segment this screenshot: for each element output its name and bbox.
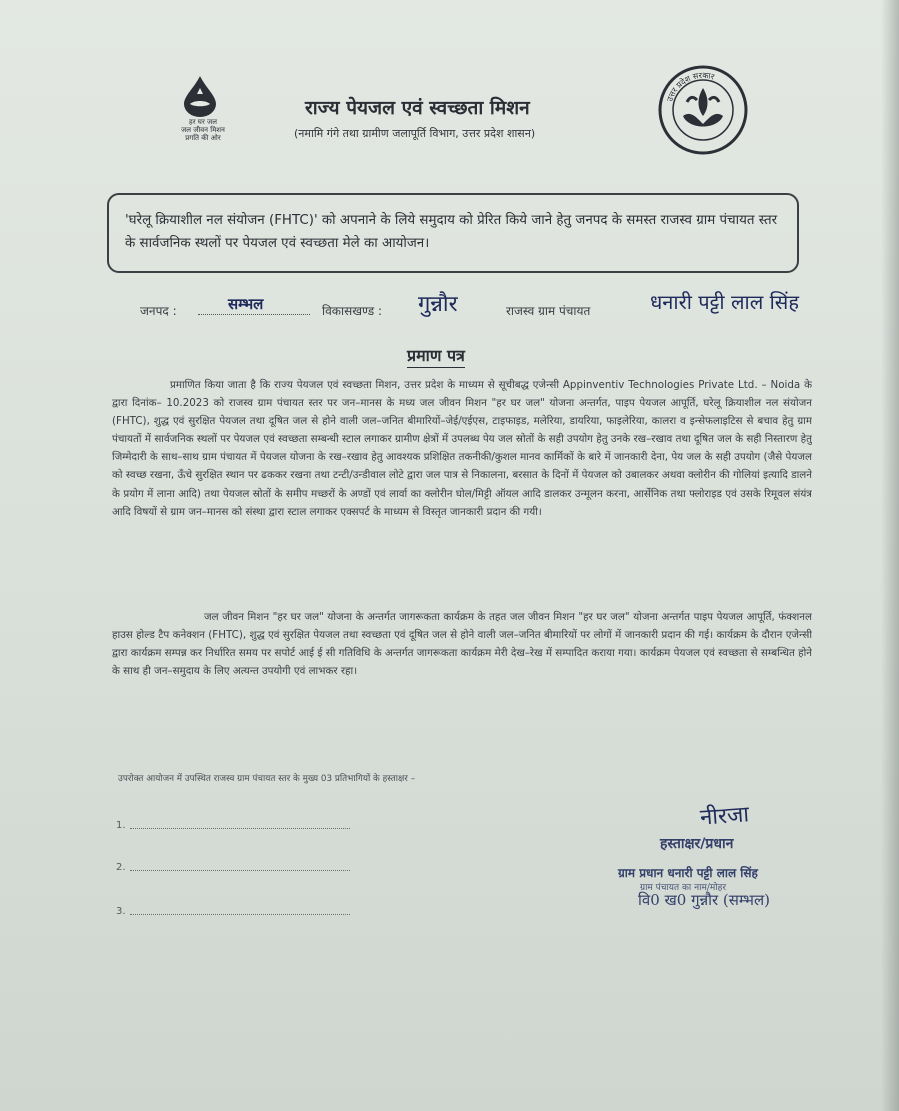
stamp-line-3: ग्राम पंचायत का नाम/मोहर (640, 883, 727, 893)
location-fields (0, 290, 899, 330)
page-subtitle: (नमामि गंगे तथा ग्रामीण जलापूर्ति विभाग, उत्तर प्रदेश शासन) (294, 127, 536, 140)
stamp-line-2: ग्राम प्रधान धनारी पट्टी लाल सिंह (618, 866, 758, 880)
participants-signature-intro: उपरोक्त आयोजन में उपस्थित राजस्व ग्राम पंचायत स्तर के मुख्य 03 प्रतिभागियों के हस्ताक्षर – (118, 774, 416, 784)
district-label: जनपद : (140, 304, 177, 318)
stamp-line-4: वि0 ख0 गुन्नौर (सम्भल) (638, 891, 770, 909)
certificate-title: प्रमाण पत्र (407, 344, 465, 368)
certificate-paragraph-2: जल जीवन मिशन "हर घर जल" योजना के अन्तर्गत जागरूकता कार्यक्रम के तहत जल जीवन मिशन "हर घर जल" योजना अन्तर्गत पाइप पेयजल आपूर्ति, फंक्शनल हाउस होल्ड टैप कनेक्शन (FHTC), शुद्ध एवं सुरक्षित पेयजल तथा स्वच्छता एवं दूषित जल से होने वाली जल–जनित बीमारियों पर लोगों में जानकारी प्रदान की गई। कार्यक्रम के दौरान एजेन्सी द्वारा कार्यक्रम सम्पन्न कर निर्धारित समय पर सपोर्ट आई ई सी गतिविधि के अन्तर्गत जागरूकता कार्यक्रम मेरी देख–रेख में सम्पादित कराया गया। कार्यक्रम पेयजल एवं स्वच्छता से सम्बन्धित होने के साथ ही जन–समुदाय के लिए अत्यन्त उपयोगी एवं लाभकर रहा। (112, 611, 812, 678)
line-number: 2. (116, 862, 126, 873)
page-title: राज्य पेयजल एवं स्वच्छता मिशन (305, 97, 530, 119)
certificate-paragraph-1: प्रमाणित किया जाता है कि राज्य पेयजल एवं स्वच्छता मिशन, उत्तर प्रदेश के माध्यम से सूचीबद्ध एजेन्सी Appinventiv Technologies Private Ltd. – Noida के द्वारा दिनांक– 10.2023 को राजस्व ग्राम पंचायत स्तर पर जन–मानस के मध्य जल जीवन मिशन "हर घर जल" योजना अन्तर्गत, पाइप पेयजल आपूर्ति, घरेलू क्रियाशील नल संयोजन (FHTC), शुद्ध एवं सुरक्षित पेयजल तथा दूषित जल से होने वाली जल–जनित बीमारियों–जेई/एईएस, टाइफाइड, मलेरिया, डायरिया, फाइलेरिया, कालरा व इन्सेफलाइटिस से बचाव हेतु ग्राम पंचायतों में सार्वजनिक स्थलों पर पेयजल एवं स्वच्छता सम्बन्धी स्टाल लगाकर ग्रामीण क्षेत्रों में उपलब्ध पेय जल स्रोतों के सही उपयोग हेतु उनके रख–रखाव तथा दूषित जल के सही निस्तारण हेतु जिम्मेदारी के साथ–साथ ग्राम पंचायत में पेयजल योजना के रख–रखाव हेतु आवश्यक प्रशिक्षित तकनीकी/कुशल मानव कार्मिकों के बारे में जानकारी देना, पेय जल के सही उपयोग (जैसे पेयजल को स्वच्छ रखना, ऊँचे सुरक्षित स्थान पर ढककर रखना तथा टन्टी/उन्डीवाल लोटे द्वारा जल पात्र से निकालना, बरसात के दिनों में पेयजल को उबालकर अथवा क्लोरीन की गोलियां इत्यादि डालने के प्रयोग में लाना आदि) तथा पेयजल स्रोतों के समीप मच्छरों के अण्डों एवं लार्वा का क्लोरीन घोल/मिट्टी ऑयल आदि डालकर उन्मूलन करना, आर्सेनिक तथा फ्लोराइड एवं उसके रिमूवल संयंत्र आदि विषयों से ग्राम जन–मानस को संस्था द्वारा स्टाल लगाकर एक्सपर्ट के माध्यम से विस्तृत जानकारी प्रदान की गयी। (112, 379, 812, 518)
page-edge-shadow (881, 0, 899, 1111)
participant-signature-line-3 (116, 906, 356, 920)
water-drop-icon (180, 74, 220, 118)
seal-text: उत्तर प्रदेश सरकार (665, 70, 716, 103)
district-dotted-line (198, 314, 310, 315)
official-signature: नीरजा (699, 802, 750, 831)
logo-caption: हर घर जल जल जीवन मिशन प्रगति की ओर (181, 118, 225, 142)
har-ghar-jal-logo (168, 72, 238, 152)
panchayat-label: राजस्व ग्राम पंचायत (506, 304, 591, 318)
block-label: विकासखण्ड : (322, 304, 383, 318)
participant-signature-line-1 (116, 820, 356, 834)
line-number: 3. (116, 906, 126, 917)
event-notice-text: 'घरेलू क्रियाशील नल संयोजन (FHTC)' को अपनाने के लिये समुदाय को प्रेरित किये जाने हेतु जनपद के समस्त राजस्व ग्राम पंचायत स्तर के सार्वजनिक स्थलों पर पेयजल एवं स्वच्छता मेले का आयोजन। (125, 213, 778, 251)
event-notice-box (107, 193, 799, 273)
participant-signature-line-2 (116, 862, 356, 876)
line-number: 1. (116, 820, 126, 831)
up-government-seal-icon (657, 64, 749, 156)
panchayat-value: धनारी पट्टी लाल सिंह (650, 290, 799, 314)
stamp-line-1: हस्ताक्षर/प्रधान (660, 836, 734, 852)
district-value: सम्भल (228, 295, 264, 313)
block-value: गुन्नौर (418, 292, 458, 317)
